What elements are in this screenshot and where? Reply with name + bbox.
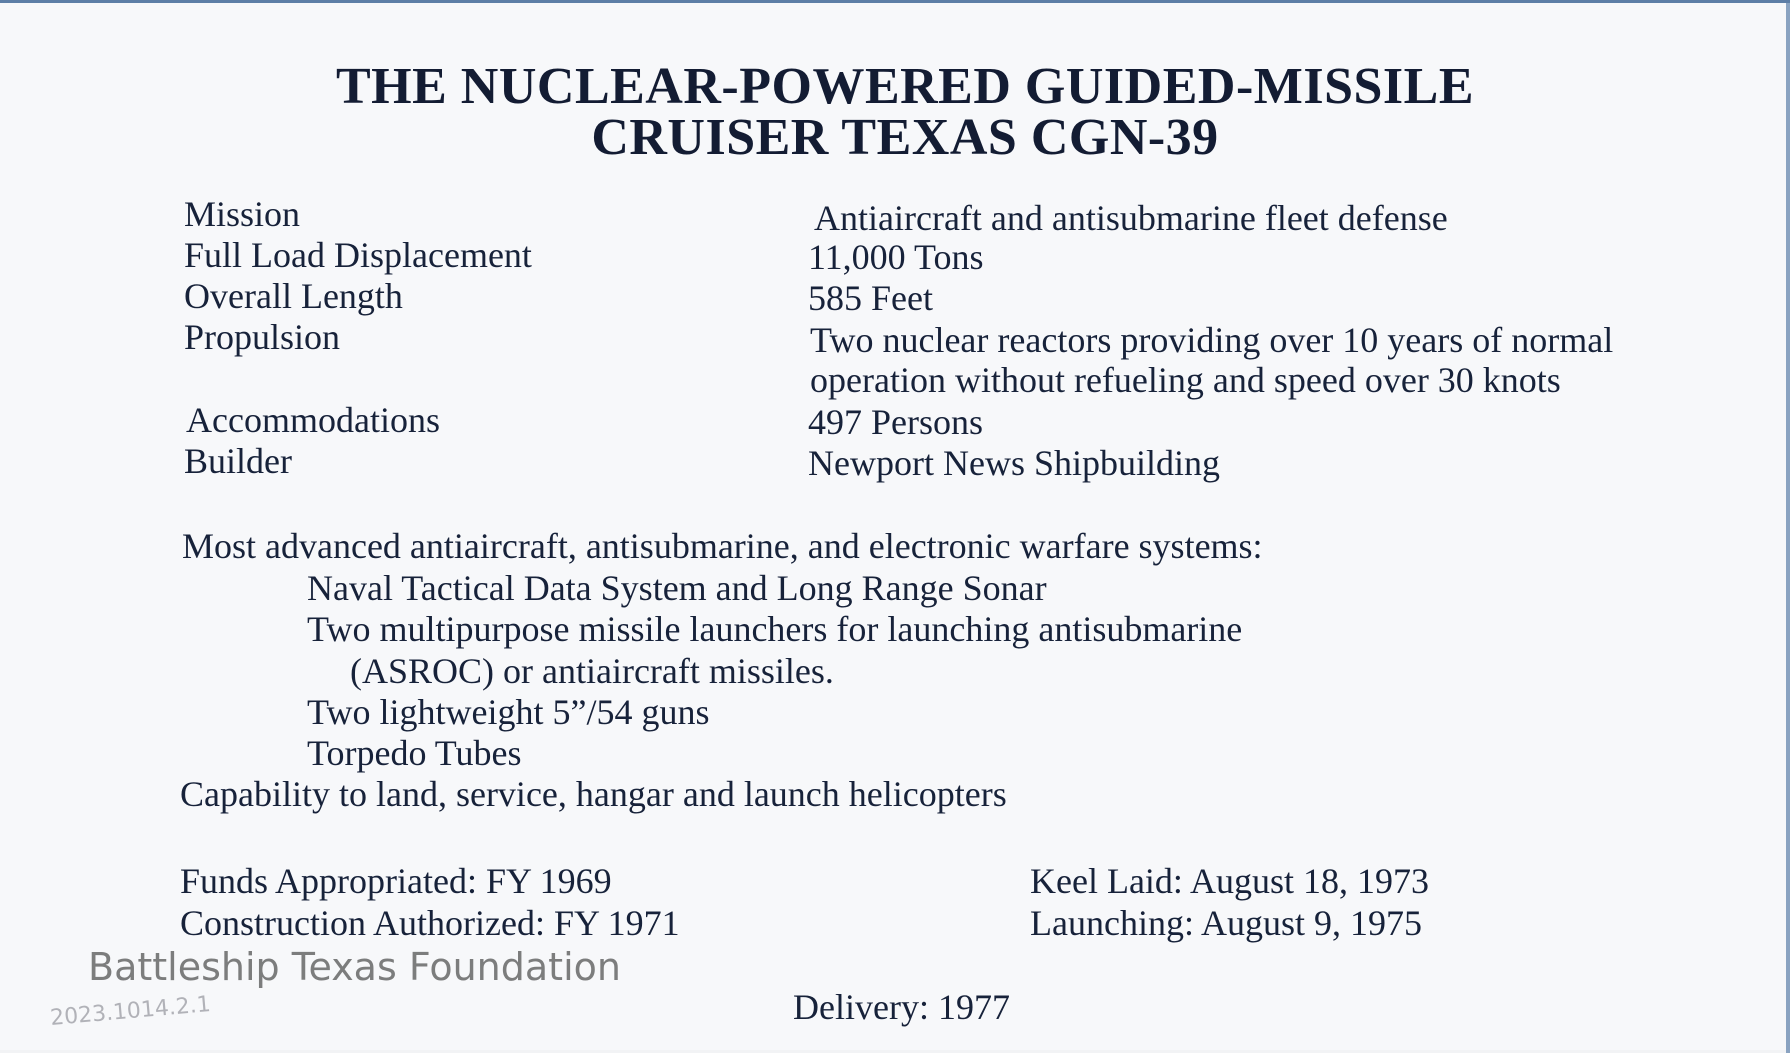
system-item-launchers: Two multipurpose missile launchers for launching antisubmarine bbox=[307, 609, 1243, 649]
spec-label-displacement: Full Load Displacement bbox=[184, 235, 532, 275]
title-line-2: CRUISER TEXAS CGN-39 bbox=[591, 109, 1219, 166]
funds-appropriated: Funds Appropriated: FY 1969 bbox=[180, 861, 612, 901]
catalog-number: 2023.1014.2.1 bbox=[49, 992, 212, 1031]
spec-value-propulsion: Two nuclear reactors providing over 10 years of normal bbox=[810, 320, 1614, 360]
document-title bbox=[0, 58, 1790, 166]
foundation-watermark: Battleship Texas Foundation bbox=[88, 945, 621, 989]
title-line-1: THE NUCLEAR-POWERED GUIDED-MISSILE bbox=[335, 58, 1475, 115]
spec-value-accommodations: 497 Persons bbox=[808, 402, 984, 442]
system-item-ntds: Naval Tactical Data System and Long Range Sonar bbox=[307, 568, 1047, 608]
spec-label-builder: Builder bbox=[184, 441, 292, 481]
spec-label-mission: Mission bbox=[184, 194, 301, 234]
system-item-torpedo: Torpedo Tubes bbox=[307, 733, 522, 773]
spec-label-propulsion: Propulsion bbox=[184, 317, 341, 357]
systems-intro: Most advanced antiaircraft, antisubmarine, and electronic warfare systems: bbox=[182, 526, 1263, 566]
spec-value-displacement: 11,000 Tons bbox=[808, 237, 984, 277]
system-item-launchers-cont: (ASROC) or antiaircraft missiles. bbox=[350, 651, 834, 691]
helicopter-capability: Capability to land, service, hangar and launch helicopters bbox=[180, 774, 1007, 814]
launching: Launching: August 9, 1975 bbox=[1030, 903, 1422, 943]
spec-value-propulsion-cont: operation without refueling and speed over 30 knots bbox=[810, 360, 1561, 400]
spec-value-length: 585 Feet bbox=[808, 278, 933, 318]
spec-value-builder: Newport News Shipbuilding bbox=[808, 443, 1220, 483]
construction-authorized: Construction Authorized: FY 1971 bbox=[180, 903, 680, 943]
keel-laid: Keel Laid: August 18, 1973 bbox=[1030, 861, 1429, 901]
delivery: Delivery: 1977 bbox=[793, 987, 1010, 1027]
spec-label-length: Overall Length bbox=[184, 276, 403, 316]
system-item-guns: Two lightweight 5”/54 guns bbox=[307, 692, 710, 732]
spec-value-mission: Antiaircraft and antisubmarine fleet defense bbox=[814, 198, 1448, 238]
spec-label-accommodations: Accommodations bbox=[186, 400, 440, 440]
